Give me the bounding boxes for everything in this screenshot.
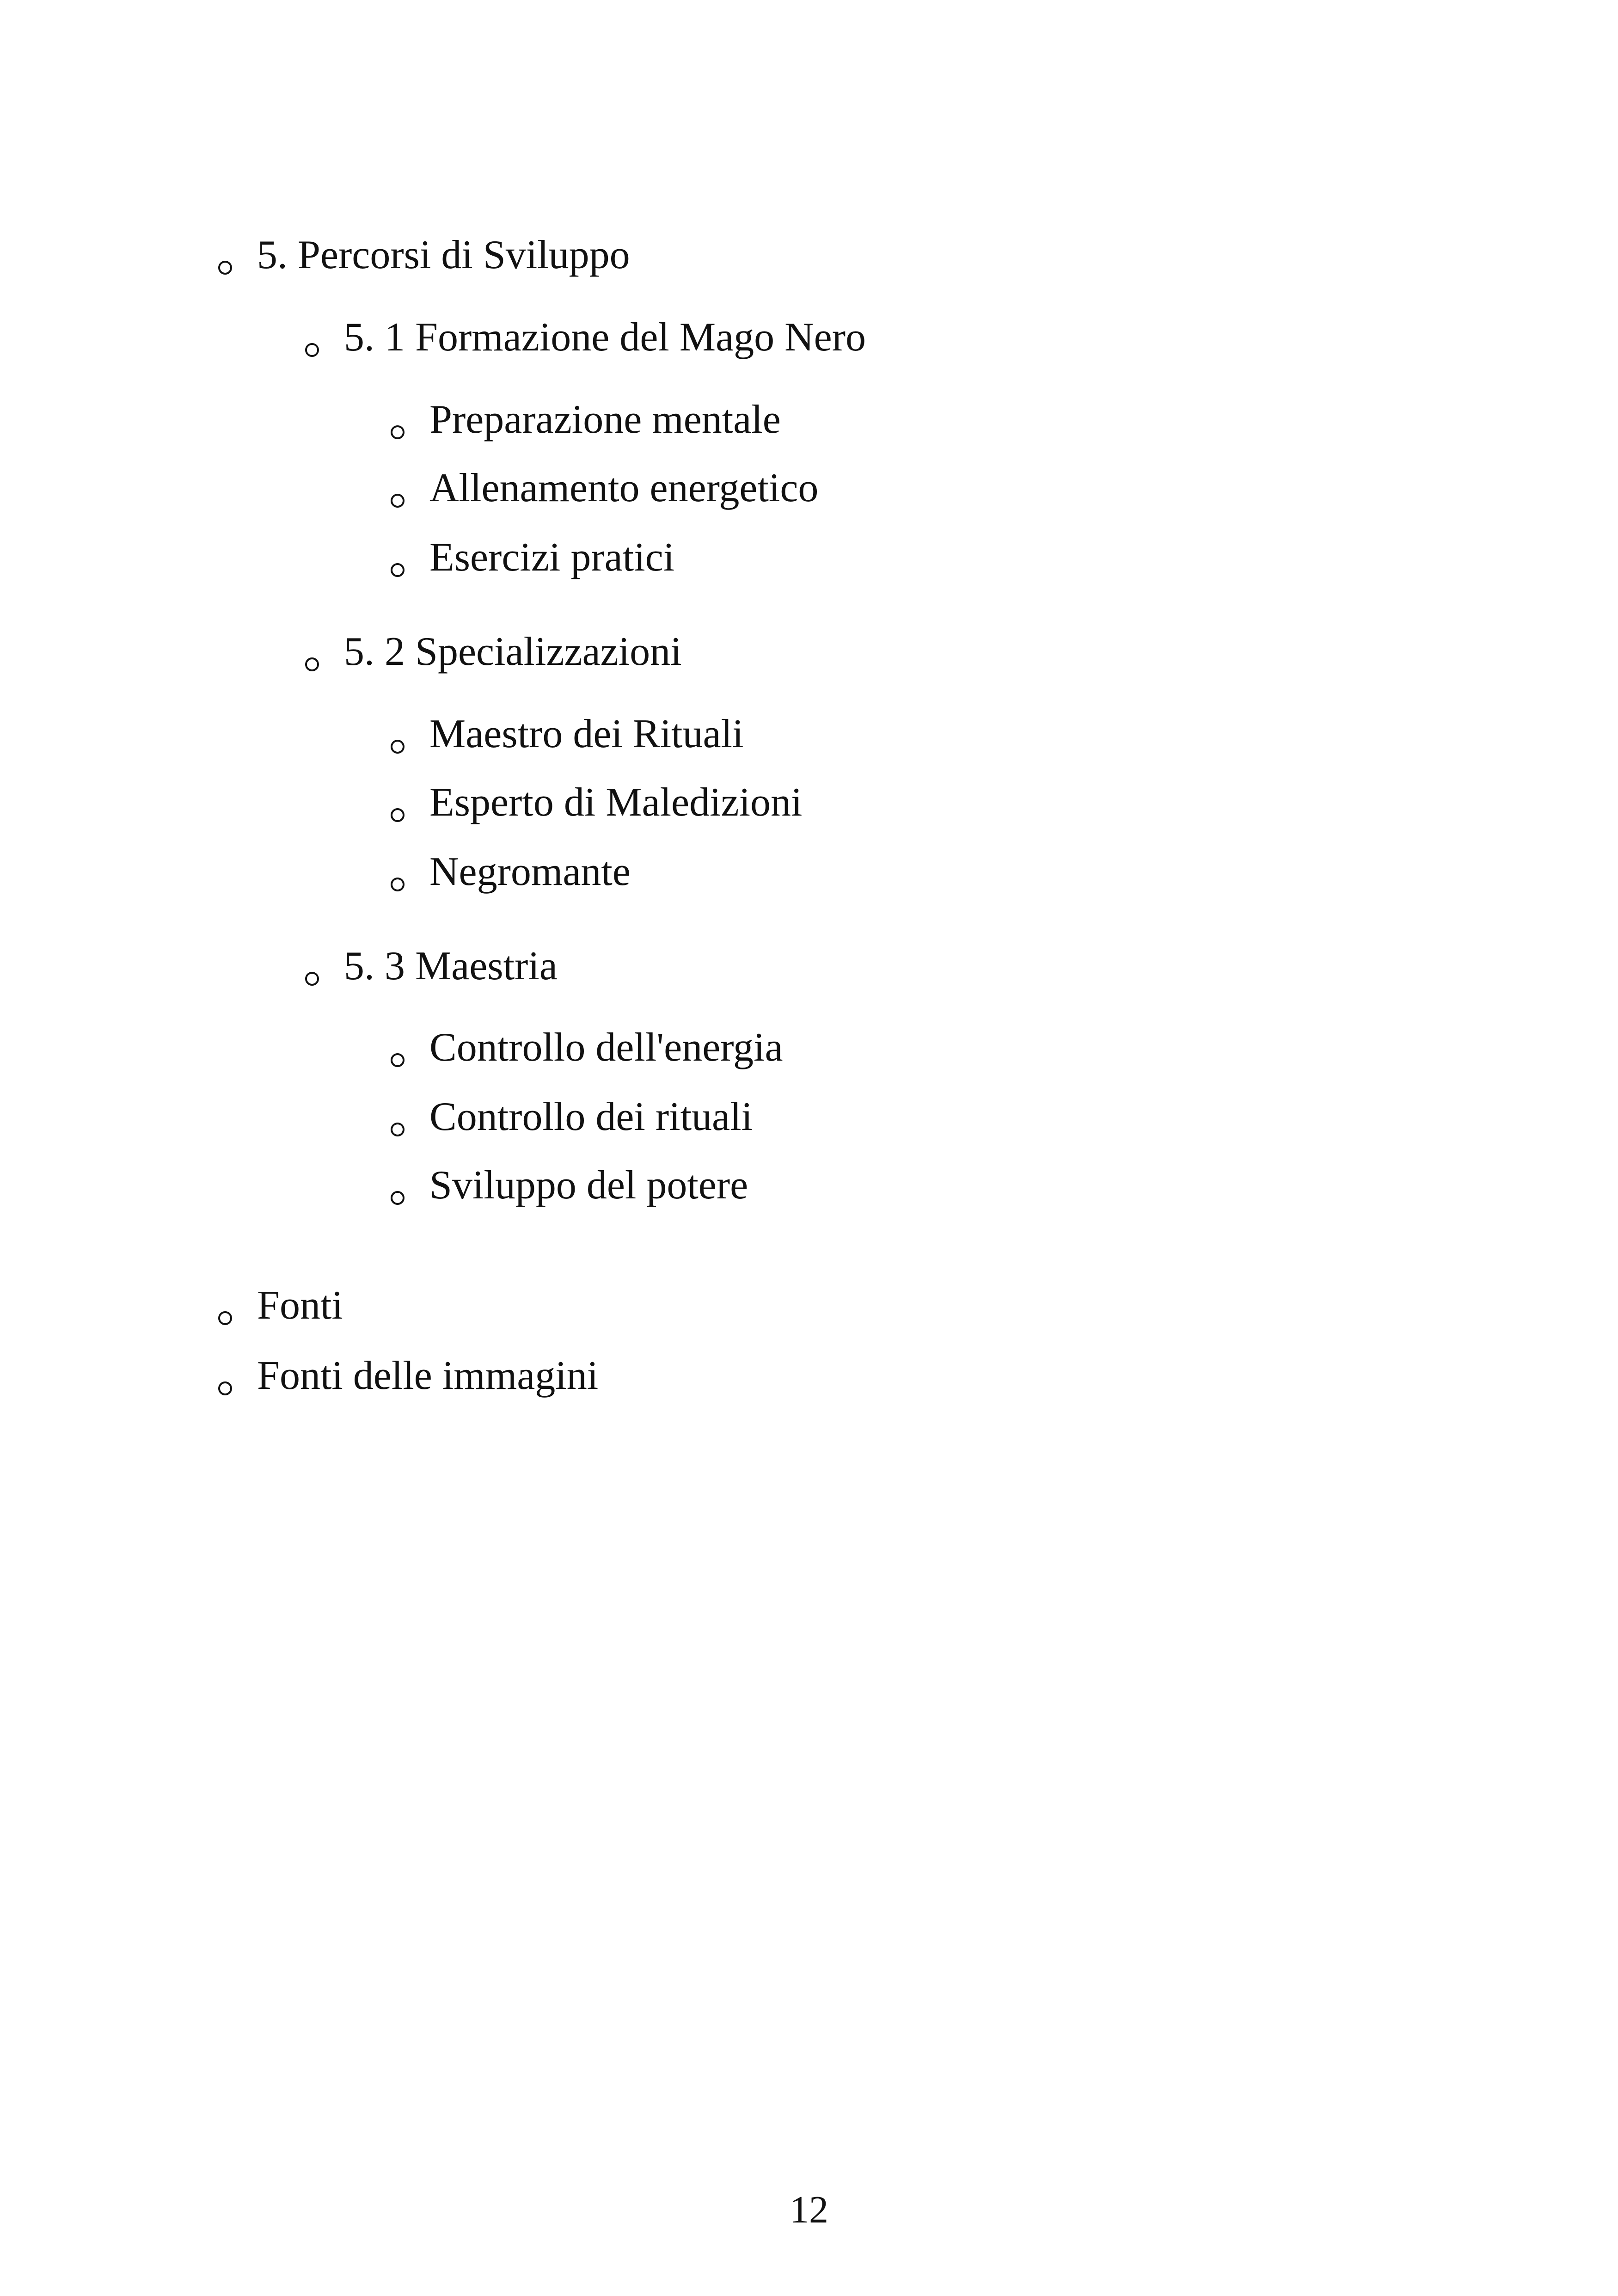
hollow-circle-bullet-icon: [391, 1123, 404, 1136]
hollow-circle-bullet-icon: [391, 878, 404, 891]
hollow-circle-bullet-icon: [391, 563, 404, 577]
hollow-circle-bullet-icon: [391, 740, 404, 754]
hollow-circle-bullet-icon: [391, 494, 404, 508]
toc-item-label: Fonti: [257, 1283, 343, 1328]
toc-item-label: 5. 1 Formazione del Mago Nero: [344, 315, 866, 360]
hollow-circle-bullet-icon: [391, 1053, 404, 1067]
hollow-circle-bullet-icon: [391, 1191, 404, 1205]
hollow-circle-bullet-icon: [305, 343, 319, 357]
toc-item-label: Controllo dell'energia: [429, 1025, 783, 1070]
toc-item-label: 5. 2 Specializzazioni: [344, 629, 682, 674]
toc-item-label: Maestro dei Rituali: [429, 712, 744, 756]
toc-item-label: Allenamento energetico: [429, 466, 819, 510]
toc-item-label: Negromante: [429, 849, 631, 894]
toc-item-label: 5. 3 Maestria: [344, 944, 558, 988]
hollow-circle-bullet-icon: [218, 1381, 232, 1395]
hollow-circle-bullet-icon: [218, 261, 232, 275]
toc-item-label: Esperto di Maledizioni: [429, 780, 803, 825]
toc-item-label: Controllo dei rituali: [429, 1094, 753, 1139]
hollow-circle-bullet-icon: [305, 657, 319, 671]
hollow-circle-bullet-icon: [218, 1311, 232, 1325]
page-number: 12: [790, 2188, 828, 2231]
toc-item-label: Sviluppo del potere: [429, 1163, 748, 1208]
toc-item-label: Preparazione mentale: [429, 397, 781, 442]
hollow-circle-bullet-icon: [391, 425, 404, 439]
toc-item-label: Esercizi pratici: [429, 535, 675, 580]
hollow-circle-bullet-icon: [305, 972, 319, 986]
toc-item-label: Fonti delle immagini: [257, 1353, 599, 1398]
hollow-circle-bullet-icon: [391, 808, 404, 822]
toc-item-label: 5. Percorsi di Sviluppo: [257, 233, 630, 277]
